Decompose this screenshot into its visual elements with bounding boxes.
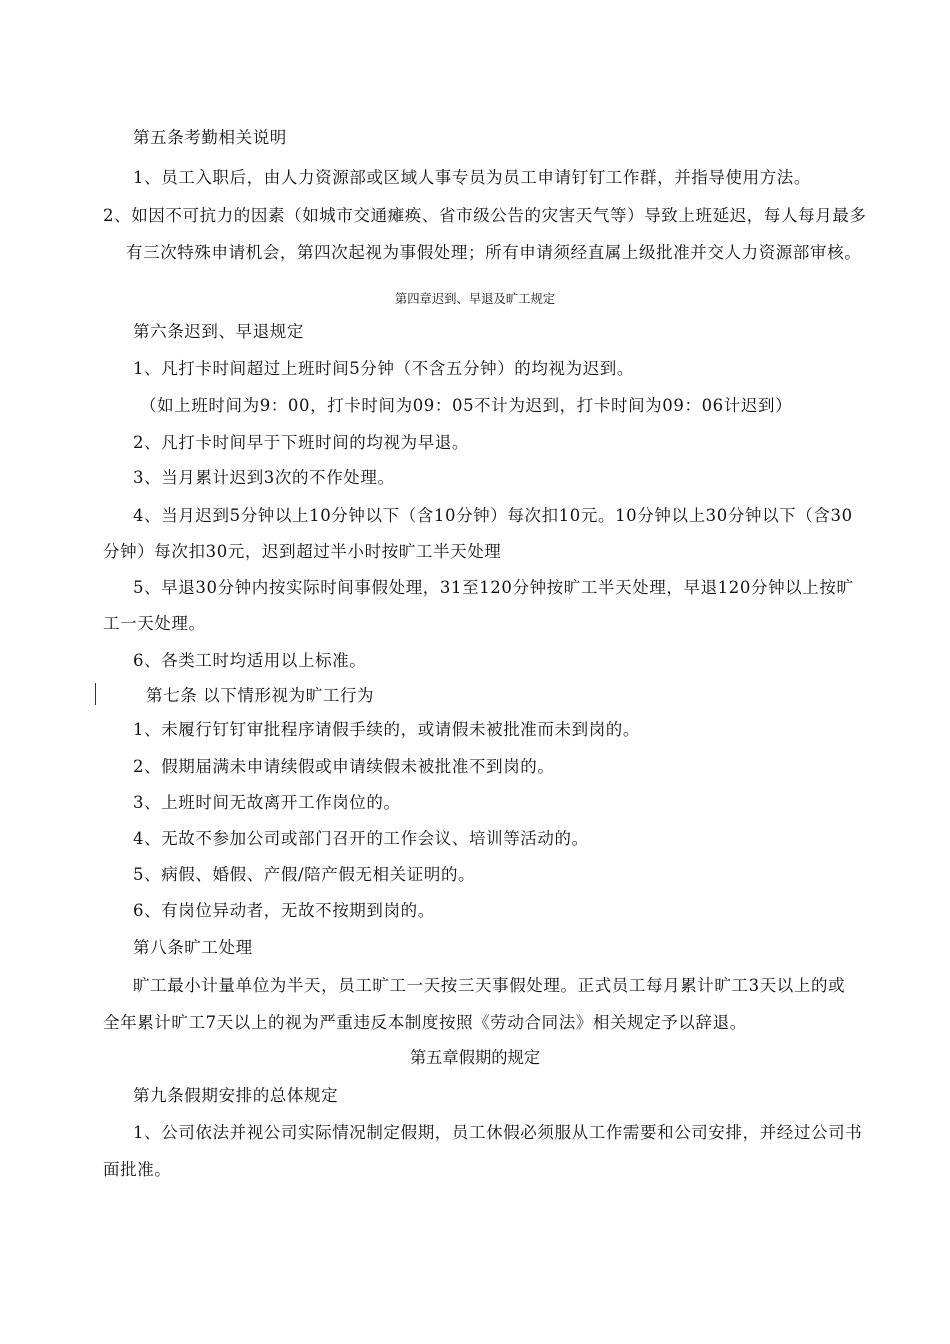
article-6-paragraph-1-example: （如上班时间为9：00，打卡时间为09：05不计为迟到，打卡时间为09：06计迟到） [140, 396, 793, 415]
chapter-4-title: 第四章迟到、早退及旷工规定 [394, 292, 556, 306]
article-6-paragraph-2: 2、凡打卡时间早于下班时间的均视为早退。 [133, 433, 469, 452]
article-6-paragraph-1: 1、凡打卡时间超过上班时间5分钟（不含五分钟）的均视为迟到。 [133, 359, 634, 378]
article-7-item: 1、未履行钉钉审批程序请假手续的，或请假未被批准而未到岗的。 [133, 720, 640, 739]
article-6-paragraph-6: 6、各类工时均适用以上标准。 [133, 651, 367, 670]
article-6-paragraph-4-line-1: 4、当月迟到5分钟以上10分钟以下（含10分钟）每次扣10元。10分钟以上30分钟以下（含30 [133, 506, 853, 525]
article-7-item: 5、病假、婚假、产假/陪产假无相关证明的。 [133, 865, 476, 884]
article-7-item: 3、上班时间无故离开工作岗位的。 [133, 793, 401, 812]
article-7-item: 4、无故不参加公司或部门召开的工作会议、培训等活动的。 [133, 829, 589, 848]
article-6-heading: 第六条迟到、早退规定 [133, 322, 304, 341]
article-8-paragraph-line-1: 旷工最小计量单位为半天，员工旷工一天按三天事假处理。正式员工每月累计旷工3天以上的或 [133, 976, 846, 995]
article-6-paragraph-4-line-2: 分钟）每次扣30元，迟到超过半小时按旷工半天处理 [103, 542, 502, 561]
article-7-heading: 第七条 以下情形视为旷工行为 [146, 686, 375, 705]
article-5-paragraph-2-line-2: 有三次特殊申请机会，第四次起视为事假处理；所有申请须经直属上级批准并交人力资源部审核。 [126, 243, 862, 262]
article-9-paragraph-1-line-2: 面批准。 [103, 1160, 172, 1179]
article-5-paragraph-2-line-1: 2、如因不可抗力的因素（如城市交通瘫痪、省市级公告的灾害天气等）导致上班延迟，每人每月最多 [103, 206, 867, 225]
chapter-5-title: 第五章假期的规定 [409, 1048, 541, 1067]
article-5-paragraph-1: 1、员工入职后，由人力资源部或区域人事专员为员工申请钉钉工作群，并指导使用方法。 [133, 168, 811, 187]
article-7-item: 6、有岗位异动者，无故不按期到岗的。 [133, 901, 435, 920]
article-8-heading: 第八条旷工处理 [133, 938, 253, 957]
article-7-item: 2、假期届满未申请续假或申请续假未被批准不到岗的。 [133, 757, 555, 776]
article-6-paragraph-5-line-2: 工一天处理。 [103, 614, 206, 633]
article-6-paragraph-3: 3、当月累计迟到3次的不作处理。 [133, 468, 395, 487]
article-9-heading: 第九条假期安排的总体规定 [133, 1086, 339, 1105]
article-5-heading: 第五条考勤相关说明 [133, 128, 287, 147]
article-6-paragraph-5-line-1: 5、早退30分钟内按实际时间事假处理，31至120分钟按旷工半天处理，早退120分钟以上按旷 [133, 578, 854, 597]
article-8-paragraph-line-2: 全年累计旷工7天以上的视为严重违反本制度按照《劳动合同法》相关规定予以辞退。 [103, 1013, 747, 1032]
article-9-paragraph-1-line-1: 1、公司依法并视公司实际情况制定假期，员工休假必须服从工作需要和公司安排，并经过公司书 [133, 1123, 863, 1142]
margin-change-bar [95, 683, 96, 705]
